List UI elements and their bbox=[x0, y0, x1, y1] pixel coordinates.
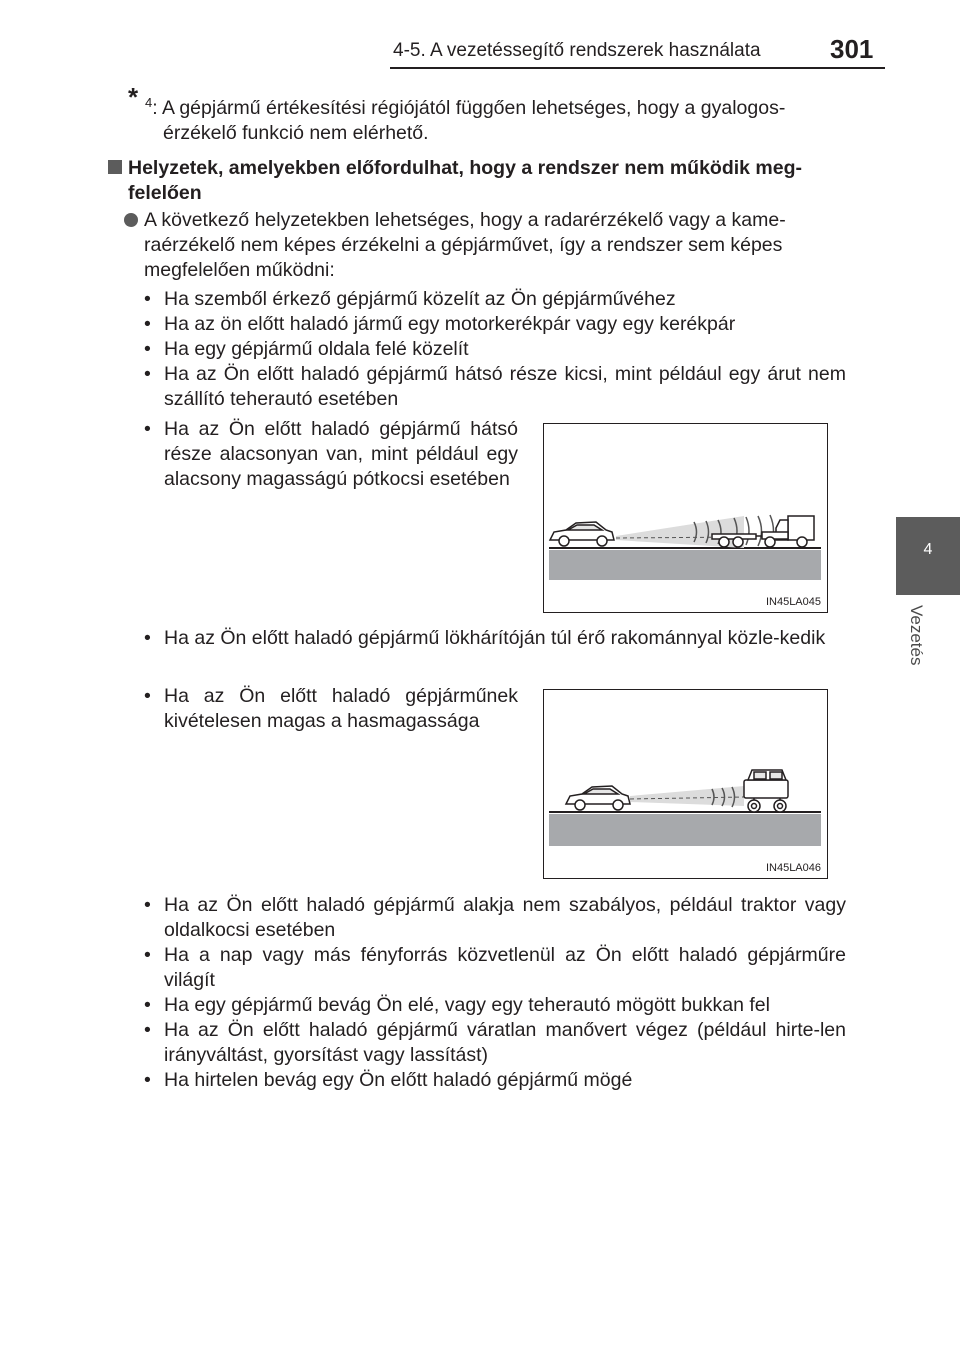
figure-high-ground-clearance bbox=[543, 689, 828, 879]
list-item: • Ha az Ön előtt haladó gépjármű lökhárítóján túl érő rakománnyal közle-kedik bbox=[144, 626, 846, 651]
chapter-label: Vezetés bbox=[907, 605, 926, 666]
bullet-list-top bbox=[144, 287, 846, 412]
header-section-title: 4-5. A vezetéssegítő rendszerek használata bbox=[393, 40, 761, 61]
chapter-number: 4 bbox=[923, 541, 933, 558]
high-clearance-illustration bbox=[544, 690, 827, 878]
list-item: • Ha szemből érkező gépjármű közelít az Ön gépjárművéhez bbox=[144, 287, 846, 312]
heading-line2: felelően bbox=[128, 182, 202, 204]
figure2-caption bbox=[144, 684, 518, 734]
list-item: • Ha az Ön előtt haladó gépjármű hátsó része alacsonyan van, mint például egy alacsony magasságú pótkocsi esetében bbox=[144, 417, 518, 492]
list-item: • Ha egy gépjármű oldala felé közelít bbox=[144, 337, 846, 362]
list-item: • Ha hirtelen bevág egy Ön előtt haladó gépjármű mögé bbox=[144, 1068, 846, 1093]
figure1-code: IN45LA045 bbox=[765, 596, 821, 608]
footnote-line2: érzékelő funkció nem elérhető. bbox=[163, 122, 429, 144]
intro-paragraph bbox=[124, 208, 854, 283]
intro-line1: A következő helyzetekben lehetséges, hogy a radarérzékelő vagy a kame- bbox=[144, 209, 786, 231]
list-item: • Ha a nap vagy más fényforrás közvetlenül az Ön előtt haladó gépjárműre világít bbox=[144, 943, 846, 993]
bullet-list-mid bbox=[144, 626, 846, 651]
heading-line1: Helyzetek, amelyekben előfordulhat, hogy a rendszer nem működik meg- bbox=[128, 157, 803, 179]
intro-line2: raérzékelő nem képes érzékelni a gépjárművet, így a rendszer sem képes bbox=[144, 234, 783, 256]
list-item: • Ha egy gépjármű bevág Ön elé, vagy egy teherautó mögött bukkan fel bbox=[144, 993, 846, 1018]
list-item: • Ha az Ön előtt haladó gépjármű alakja nem szabályos, például traktor vagy oldalkocsi esetében bbox=[144, 893, 846, 943]
list-item: • Ha az ön előtt haladó jármű egy motorkerékpár vagy egy kerékpár bbox=[144, 312, 846, 337]
section-heading bbox=[108, 156, 856, 206]
footnote-number: 4 bbox=[145, 95, 153, 110]
circle-bullet-icon bbox=[124, 213, 138, 227]
header-rule bbox=[390, 67, 885, 69]
footnote-line1: : A gépjármű értékesítési régiójától függően lehetséges, hogy a gyalogos- bbox=[152, 97, 786, 119]
page-number: 301 bbox=[830, 34, 874, 64]
bullet-list-bottom bbox=[144, 893, 846, 1093]
figure1-caption bbox=[144, 417, 518, 492]
figure-low-trailer bbox=[543, 423, 828, 613]
list-item: • Ha az Ön előtt haladó gépjármű hátsó része kicsi, mint például egy árut nem szállító teherautó esetében bbox=[144, 362, 846, 412]
figure2-code: IN45LA046 bbox=[765, 862, 821, 874]
list-item: • Ha az Ön előtt haladó gépjárműnek kivételesen magas a hasmagassága bbox=[144, 684, 518, 734]
intro-line3: megfelelően működni: bbox=[144, 259, 335, 281]
footnote bbox=[145, 90, 845, 146]
chapter-tab bbox=[896, 517, 960, 595]
list-item: • Ha az Ön előtt haladó gépjármű váratlan manővert végez (például hirte-len irányváltást, gyorsítást vagy lassítást) bbox=[144, 1018, 846, 1068]
square-bullet-icon bbox=[108, 160, 122, 174]
footnote-marker: * bbox=[128, 82, 139, 112]
low-trailer-illustration bbox=[544, 424, 827, 612]
